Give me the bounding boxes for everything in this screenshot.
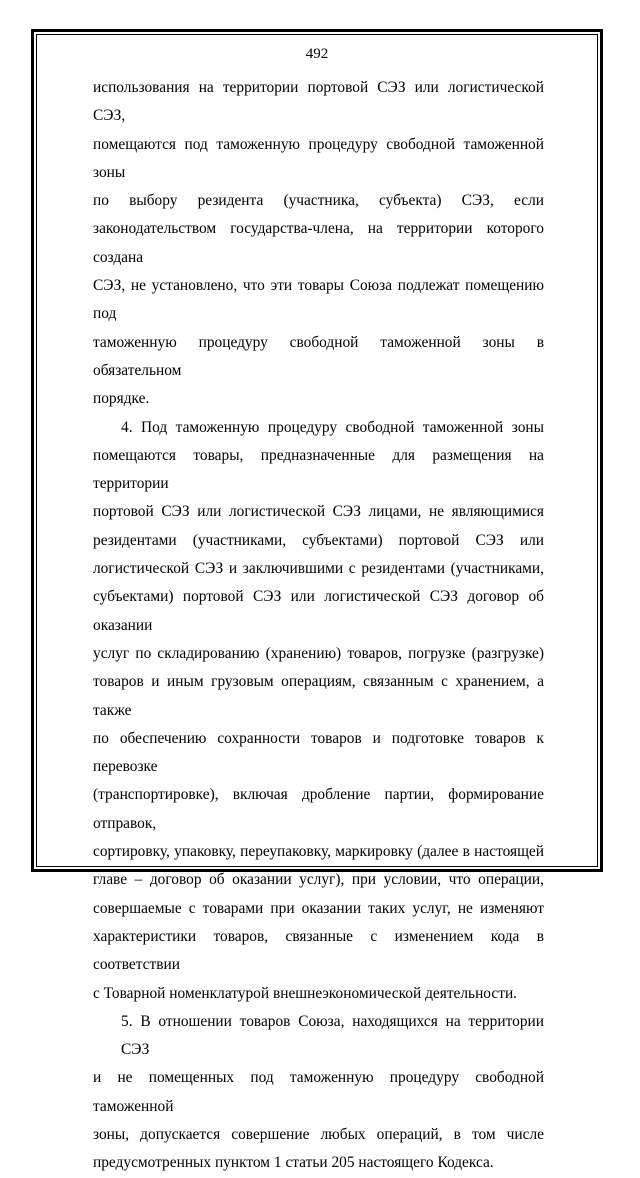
text-line: совершаемые с товарами при оказании таких услуг, не изменяют xyxy=(93,899,544,917)
text-line: услуг по складированию (хранению) товаров, погрузке (разгрузке) xyxy=(93,644,544,662)
paragraph-item-5 xyxy=(93,1008,544,1178)
text-line: и не помещенных под таможенную процедуру свободной таможенной xyxy=(93,1069,544,1115)
text-line: предусмотренных пунктом 1 статьи 205 настоящего Кодекса. xyxy=(93,1154,494,1172)
text-line: таможенную процедуру свободной таможенной зоны в обязательном xyxy=(93,333,544,379)
text-line: порядке. xyxy=(93,390,150,408)
text-line: товаров и иным грузовым операциям, связанным с хранением, а также xyxy=(93,673,544,719)
text-line: по выбору резидента (участника, субъекта) СЭЗ, если xyxy=(93,192,544,210)
text-line: помещаются под таможенную процедуру свободной таможенной зоны xyxy=(93,135,544,181)
paragraph-continuation xyxy=(93,74,544,414)
text-line: 4. Под таможенную процедуру свободной таможенной зоны xyxy=(121,418,544,436)
text-line: характеристики товаров, связанные с изменением кода в соответствии xyxy=(93,927,544,974)
text-line: использования на территории портовой СЭЗ или логистической СЭЗ, xyxy=(93,79,544,125)
text-line: помещаются товары, предназначенные для размещения на территории xyxy=(93,446,544,493)
page-border xyxy=(31,29,603,1172)
text-line: с Товарной номенклатурой внешнеэкономической деятельности. xyxy=(93,984,518,1002)
text-line: 5. В отношении товаров Союза, находящихся на территории СЭЗ xyxy=(121,1012,544,1059)
text-line: портовой СЭЗ или логистической СЭЗ лицами, не являющимися xyxy=(93,503,544,521)
paragraph-item-4 xyxy=(93,414,544,1008)
text-line: (транспортировке), включая дробление партии, формирование отправок, xyxy=(93,786,544,832)
text-line: зоны, допускается совершение любых операций, в том числе xyxy=(93,1125,544,1143)
text-line: логистической СЭЗ и заключившими с резидентами (участниками, xyxy=(93,560,544,578)
text-line: СЭЗ, не установлено, что эти товары Союза подлежат помещению под xyxy=(93,277,544,323)
text-line: главе – договор об оказании услуг), при условии, что операции, xyxy=(93,871,544,889)
text-line: субъектами) портовой СЭЗ или логистической СЭЗ договор об оказании xyxy=(93,588,544,634)
text-line: по обеспечению сохранности товаров и подготовке товаров к перевозке xyxy=(93,729,544,776)
document-body xyxy=(93,74,544,1178)
page-number: 492 xyxy=(305,46,329,62)
text-line: законодательством государства-члена, на территории которого создана xyxy=(93,220,544,266)
text-line: резидентами (участниками, субъектами) портовой СЭЗ или xyxy=(93,531,544,549)
text-line: сортировку, упаковку, переупаковку, маркировку (далее в настоящей xyxy=(93,843,544,861)
